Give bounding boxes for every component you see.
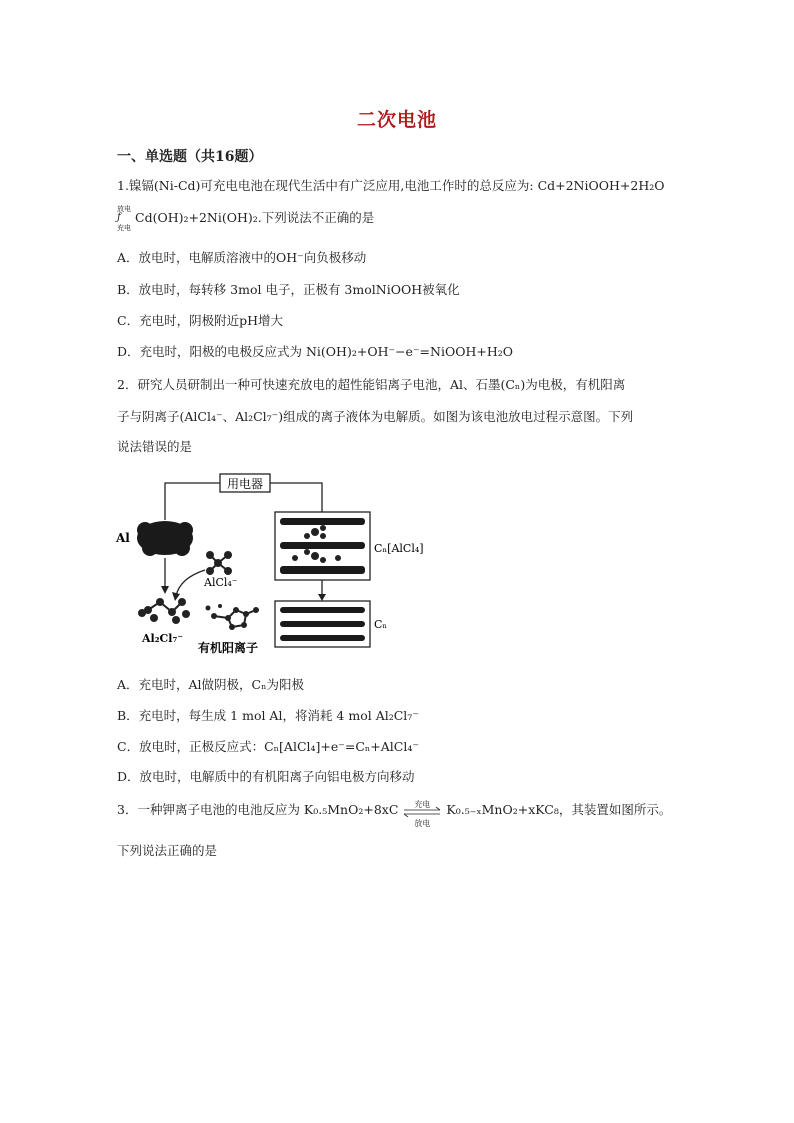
- q3-arrow-top: 充电: [414, 799, 431, 809]
- q2-stem-line1: 2．研究人员研制出一种可快速充放电的超性能铝离子电池，Al、石墨(Cₙ)为电极，有机阳离: [117, 377, 626, 392]
- q1-arrow-mid: ƒ: [117, 212, 121, 223]
- cn-alcl4-label: Cₙ[AlCl₄]: [374, 542, 424, 555]
- q2-option-b: B．充电时，每生成 1 mol Al，将消耗 4 mol Al₂Cl₇⁻: [117, 708, 419, 723]
- battery-discharge-diagram: [110, 470, 440, 660]
- q3-stem-line1: [117, 799, 672, 828]
- q3-reversible-arrow-icon: [402, 799, 442, 828]
- arrow-curve: [176, 570, 205, 596]
- wire-left: [165, 483, 220, 520]
- q1-arrow-top: 放电: [117, 205, 131, 213]
- reversible-arrow-icon: [117, 205, 131, 231]
- q1-option-d: D．充电时，阳极的电极反应式为 Ni(OH)₂+OH⁻−e⁻=NiOOH+H₂O: [117, 344, 513, 359]
- arrow-box-head-icon: [318, 594, 326, 601]
- q1-option-c: C．充电时，阴极附近pH增大: [117, 313, 283, 328]
- al-electrode: [137, 521, 193, 556]
- q2-option-c: C．放电时，正极反应式：Cₙ[AlCl₄]+e⁻=Cₙ+AlCl₄⁻: [117, 739, 419, 754]
- device-label: 用电器: [226, 477, 264, 491]
- q2-option-a: A．充电时，Al做阴极，Cₙ为阳极: [117, 677, 305, 692]
- q3-stem-line1a: 3．一种钾离子电池的电池反应为 K₀.₅MnO₂+8xC: [117, 802, 399, 817]
- q1-stem-line2-wrap: [117, 205, 374, 233]
- organic-cation: [206, 604, 260, 630]
- cn-label: Cₙ: [374, 618, 388, 631]
- page-title: 二次电池: [356, 109, 437, 131]
- wire-right: [270, 483, 322, 512]
- q3-stem-line1b: K₀.₅₋ₓMnO₂+xKC₈，其装置如图所示。: [446, 802, 672, 817]
- al2cl7-molecule: [138, 598, 190, 624]
- q1-option-a: A．放电时，电解质溶液中的OH⁻向负极移动: [117, 250, 367, 265]
- al-label: Al: [116, 531, 130, 545]
- alcl4-label: AlCl₄⁻: [204, 576, 238, 589]
- q2-option-d: D．放电时，电解质中的有机阳离子向铝电极方向移动: [117, 769, 415, 784]
- q3-arrow-bottom: 放电: [414, 818, 431, 828]
- alcl4-molecule: [206, 551, 232, 575]
- q1-option-b: B．放电时，每转移 3mol 电子，正极有 3molNiOOH被氧化: [117, 282, 460, 297]
- q1-stem-line1: 1.镍镉(Ni-Cd)可充电电池在现代生活中有广泛应用,电池工作时的总反应为: Cd+2NiOOH+2H₂O: [117, 178, 665, 193]
- al2cl7-label: Al₂Cl₇⁻: [142, 632, 184, 645]
- organic-cation-label: 有机阳离子: [198, 641, 259, 655]
- q2-stem-line2: 子与阴离子(AlCl₄⁻、Al₂Cl₇⁻)组成的离子液体为电解质。如图为该电池放电过程示意图。下列: [117, 409, 634, 424]
- section-heading: 一、单选题（共16题）: [117, 149, 263, 165]
- arrow-head-icon: [161, 586, 169, 594]
- q1-stem-line2: Cd(OH)₂+2Ni(OH)₂.下列说法不正确的是: [135, 210, 375, 225]
- q2-stem-line3: 说法错误的是: [117, 439, 193, 454]
- q1-arrow-bottom: 充电: [117, 224, 131, 232]
- graphite-layers: [280, 607, 365, 641]
- q3-stem-line2: 下列说法正确的是: [117, 843, 218, 858]
